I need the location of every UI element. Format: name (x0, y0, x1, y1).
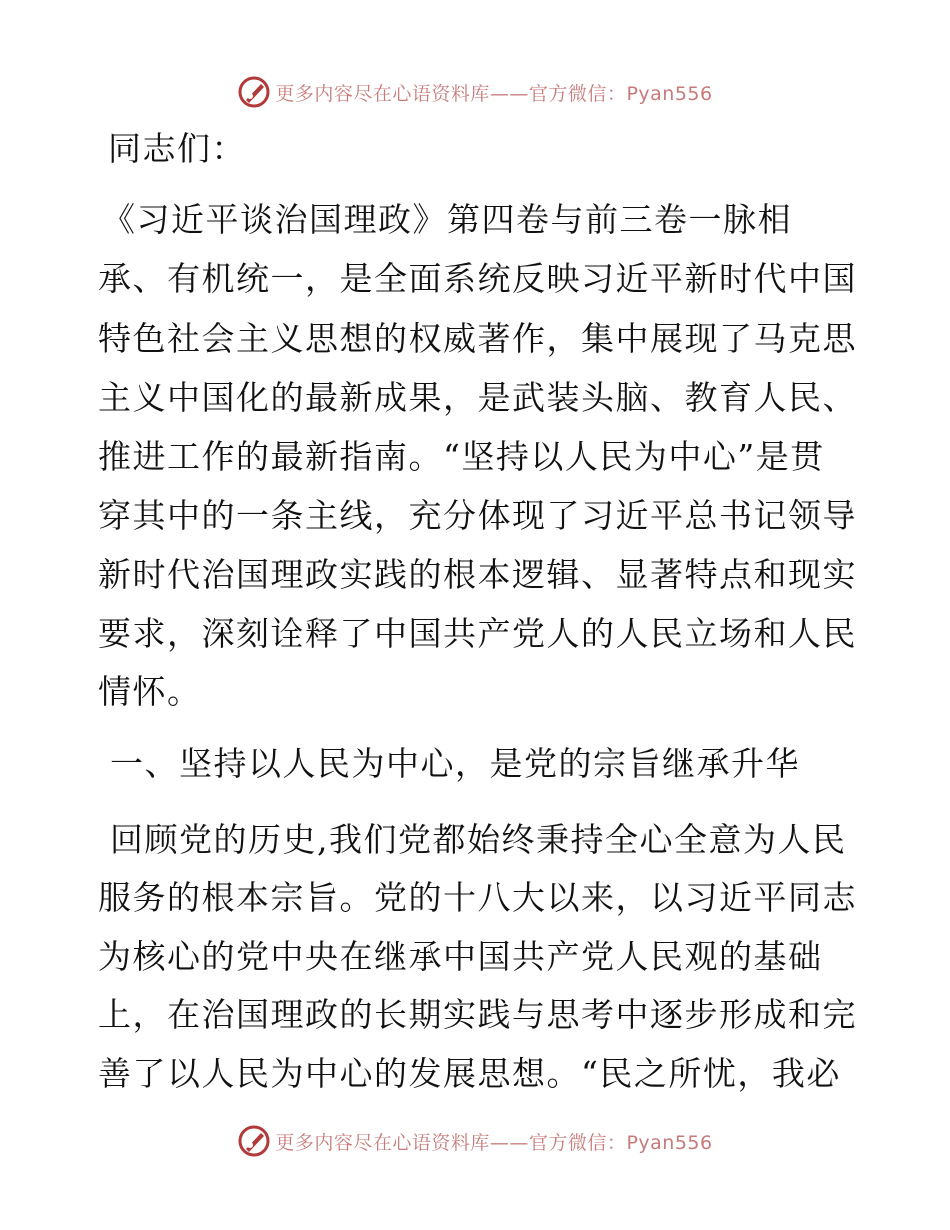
paragraph-2-line: 回顾党的历史,我们党都始终秉持全心全意为人民 (110, 820, 847, 859)
quill-logo-icon (237, 75, 271, 109)
paragraph-1-line: 主义中国化的最新成果，是武装头脑、教育人民、 (98, 378, 857, 417)
banner-official: 官方微信： (528, 82, 627, 105)
banner-wechat-id: Pyan556 (626, 1131, 713, 1154)
paragraph-2-line: 为核心的党中央在继承中国共产党人民观的基础 (98, 937, 823, 976)
paragraph-1-line: 新时代治国理政实践的根本逻辑、显著特点和现实 (98, 555, 857, 594)
banner-text (275, 1128, 712, 1155)
banner-separator: —— (489, 82, 529, 105)
salutation: 同志们： (108, 129, 246, 168)
paragraph-1-line: 《习近平谈治国理政》第四卷与前三卷一脉相 (102, 200, 792, 239)
banner-text (275, 79, 712, 106)
quill-logo-icon (237, 1124, 271, 1158)
banner-official: 官方微信： (528, 1131, 627, 1154)
paragraph-1-line: 穿其中的一条主线，充分体现了习近平总书记领导 (98, 496, 857, 535)
paragraph-2-line: 上，在治国理政的长期实践与思考中逐步形成和完 (98, 995, 857, 1034)
paragraph-2-line: 服务的根本宗旨。党的十八大以来，以习近平同志 (98, 878, 857, 917)
paragraph-1-line: 承、有机统一，是全面系统反映习近平新时代中国 (98, 259, 857, 298)
section-heading: 一、坚持以人民为中心，是党的宗旨继承升华 (110, 744, 800, 783)
banner-separator: —— (489, 1131, 529, 1154)
paragraph-1-line: 情怀。 (98, 672, 202, 711)
footer-banner (0, 1121, 950, 1161)
banner-main: 更多内容尽在心语资料库 (275, 82, 490, 105)
banner-wechat-id: Pyan556 (626, 82, 713, 105)
paragraph-1-line: 推进工作的最新指南。“坚持以人民为中心”是贯 (98, 437, 825, 476)
paragraph-1-line: 要求，深刻诠释了中国共产党人的人民立场和人民 (98, 614, 857, 653)
paragraph-1-line: 特色社会主义思想的权威著作，集中展现了马克思 (98, 319, 857, 358)
paragraph-2-line: 善了以人民为中心的发展思想。“民之所忧，我必 (98, 1054, 841, 1093)
banner-main: 更多内容尽在心语资料库 (275, 1131, 490, 1154)
header-banner (0, 72, 950, 112)
